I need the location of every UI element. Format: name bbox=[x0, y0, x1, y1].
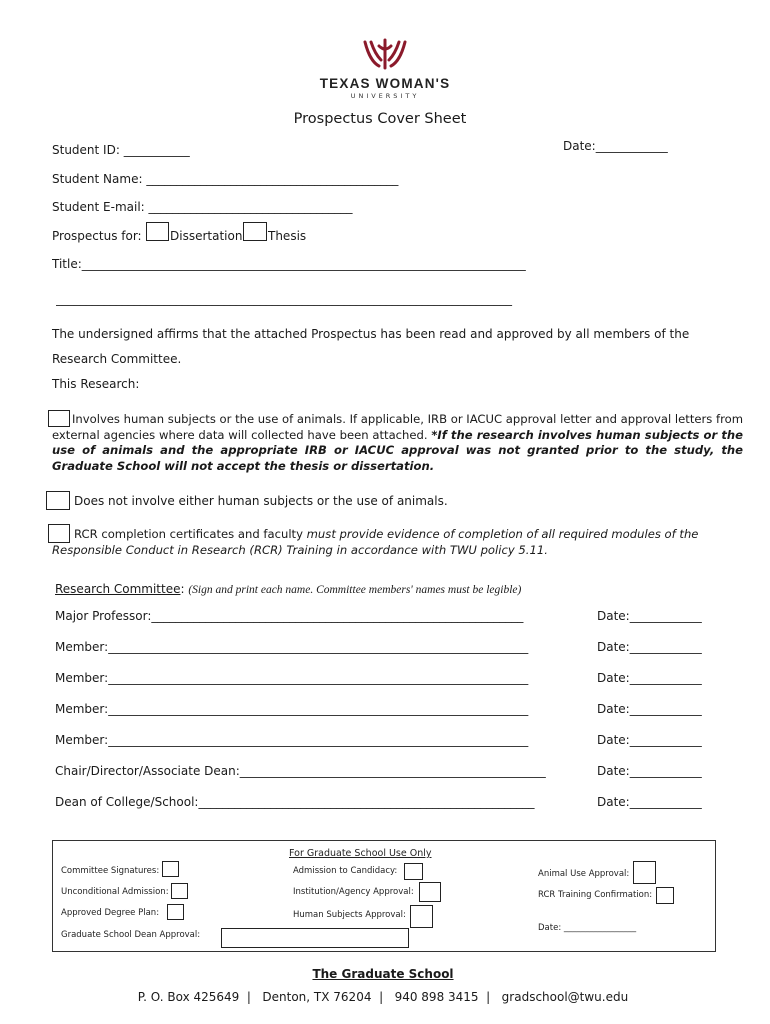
option-rcr-italic: must provide evidence of completion of all required modules of the Responsible Conduct in Research (RCR) Training in accordance with TWU policy 5.11. bbox=[52, 527, 699, 557]
unconditional-admission-checkbox[interactable] bbox=[171, 883, 188, 899]
approved-degree-plan-label: Approved Degree Plan: bbox=[61, 908, 160, 918]
animal-use-label: Animal Use Approval: bbox=[538, 869, 630, 879]
footer-contact: P. O. Box 425649 | Denton, TX 76204 | 940 898 3415 | gradschool@twu.edu bbox=[137, 990, 629, 1004]
option-human-subjects-text bbox=[52, 412, 743, 474]
rcr-training-label: RCR Training Confirmation: bbox=[538, 890, 653, 900]
title-field[interactable]: Title:__________________________________________________________________________ bbox=[52, 257, 526, 271]
this-research-label: This Research: bbox=[52, 377, 140, 391]
dean-approval-label: Graduate School Dean Approval: bbox=[61, 930, 201, 940]
dean-approval-field[interactable] bbox=[221, 928, 409, 948]
student-id-field[interactable]: Student ID: ___________ bbox=[52, 143, 190, 157]
dissertation-label: Dissertation bbox=[170, 229, 243, 243]
option-rcr-text bbox=[52, 527, 742, 558]
thesis-checkbox[interactable] bbox=[243, 222, 267, 241]
committee-date-line[interactable]: Date:____________ bbox=[597, 764, 702, 778]
committee-date-line[interactable]: Date:____________ bbox=[597, 795, 702, 809]
committee-date-line[interactable]: Date:____________ bbox=[597, 671, 702, 685]
unconditional-admission-label: Unconditional Admission: bbox=[61, 887, 169, 897]
student-name-field[interactable]: Student Name: __________________________________________ bbox=[52, 172, 399, 186]
office-use-heading: For Graduate School Use Only bbox=[289, 848, 432, 859]
committee-signatures-label: Committee Signatures: bbox=[61, 866, 160, 876]
office-date-field[interactable]: Date: _________________ bbox=[538, 923, 637, 933]
admission-candidacy-checkbox[interactable] bbox=[404, 863, 423, 880]
committee-signature-line[interactable]: Chair/Director/Associate Dean:___________________________________________________ bbox=[55, 764, 546, 778]
committee-heading: Research Committee bbox=[55, 582, 181, 596]
thesis-label: Thesis bbox=[268, 229, 307, 243]
office-use-box bbox=[52, 840, 716, 952]
animal-use-checkbox[interactable] bbox=[633, 861, 656, 884]
prospectus-for-label: Prospectus for: bbox=[52, 229, 142, 243]
committee-signature-line[interactable]: Member:______________________________________________________________________ bbox=[55, 702, 529, 716]
university-logo bbox=[300, 36, 470, 106]
committee-signatures-checkbox[interactable] bbox=[162, 861, 179, 877]
committee-signature-line[interactable]: Major Professor:______________________________________________________________ bbox=[55, 609, 524, 623]
committee-signature-line[interactable]: Member:______________________________________________________________________ bbox=[55, 671, 529, 685]
committee-note: (Sign and print each name. Committee members' names must be legible) bbox=[188, 584, 522, 596]
committee-date-line[interactable]: Date:____________ bbox=[597, 733, 702, 747]
rcr-training-checkbox[interactable] bbox=[656, 887, 674, 904]
option-human-subjects-main: Involves human subjects or the use of animals. If applicable, IRB or IACUC approval letter and approval letters from external agencies where data will collected have been attached. bbox=[52, 412, 743, 442]
logo-line2: UNIVERSITY bbox=[350, 92, 420, 100]
approved-degree-plan-checkbox[interactable] bbox=[167, 904, 184, 920]
title-field-line2[interactable]: ____________________________________________________________________________ bbox=[56, 292, 512, 306]
human-subjects-label: Human Subjects Approval: bbox=[293, 910, 406, 920]
committee-signature-line[interactable]: Member:______________________________________________________________________ bbox=[55, 733, 529, 747]
affirm-line2: Research Committee. bbox=[52, 352, 182, 366]
committee-date-line[interactable]: Date:____________ bbox=[597, 609, 702, 623]
dissertation-checkbox[interactable] bbox=[146, 222, 169, 241]
committee-signature-line[interactable]: Member:______________________________________________________________________ bbox=[55, 640, 529, 654]
committee-signature-line[interactable]: Dean of College/School:________________________________________________________ bbox=[55, 795, 535, 809]
date-field[interactable]: Date:____________ bbox=[563, 139, 668, 153]
twu-emblem-icon bbox=[361, 36, 409, 72]
page-title: Prospectus Cover Sheet bbox=[293, 111, 467, 127]
admission-candidacy-label: Admission to Candidacy: bbox=[293, 866, 398, 876]
option-no-human-subjects-checkbox[interactable] bbox=[46, 491, 70, 510]
option-rcr-main: RCR completion certificates and faculty bbox=[74, 527, 303, 541]
institution-agency-checkbox[interactable] bbox=[419, 882, 441, 902]
human-subjects-checkbox[interactable] bbox=[410, 905, 433, 928]
footer-name: The Graduate School bbox=[312, 967, 454, 981]
affirm-line1: The undersigned affirms that the attached Prospectus has been read and approved by all members of the bbox=[52, 327, 690, 341]
option-no-human-subjects-text: Does not involve either human subjects or the use of animals. bbox=[74, 494, 448, 508]
committee-date-line[interactable]: Date:____________ bbox=[597, 702, 702, 716]
committee-date-line[interactable]: Date:____________ bbox=[597, 640, 702, 654]
committee-heading-row: Research Committee: (Sign and print each name. Committee members' names must be legible) bbox=[55, 582, 522, 596]
student-email-field[interactable]: Student E-mail: __________________________________ bbox=[52, 200, 353, 214]
institution-agency-label: Institution/Agency Approval: bbox=[293, 887, 414, 897]
option-human-subjects-warning: *If the research involves human subjects or the use of animals and the appropriate IRB or IACUC approval was not granted prior to the study, the Graduate School will not accept the thesis or dissertation. bbox=[52, 427, 743, 473]
logo-line1: TEXAS WOMAN'S bbox=[319, 76, 451, 91]
